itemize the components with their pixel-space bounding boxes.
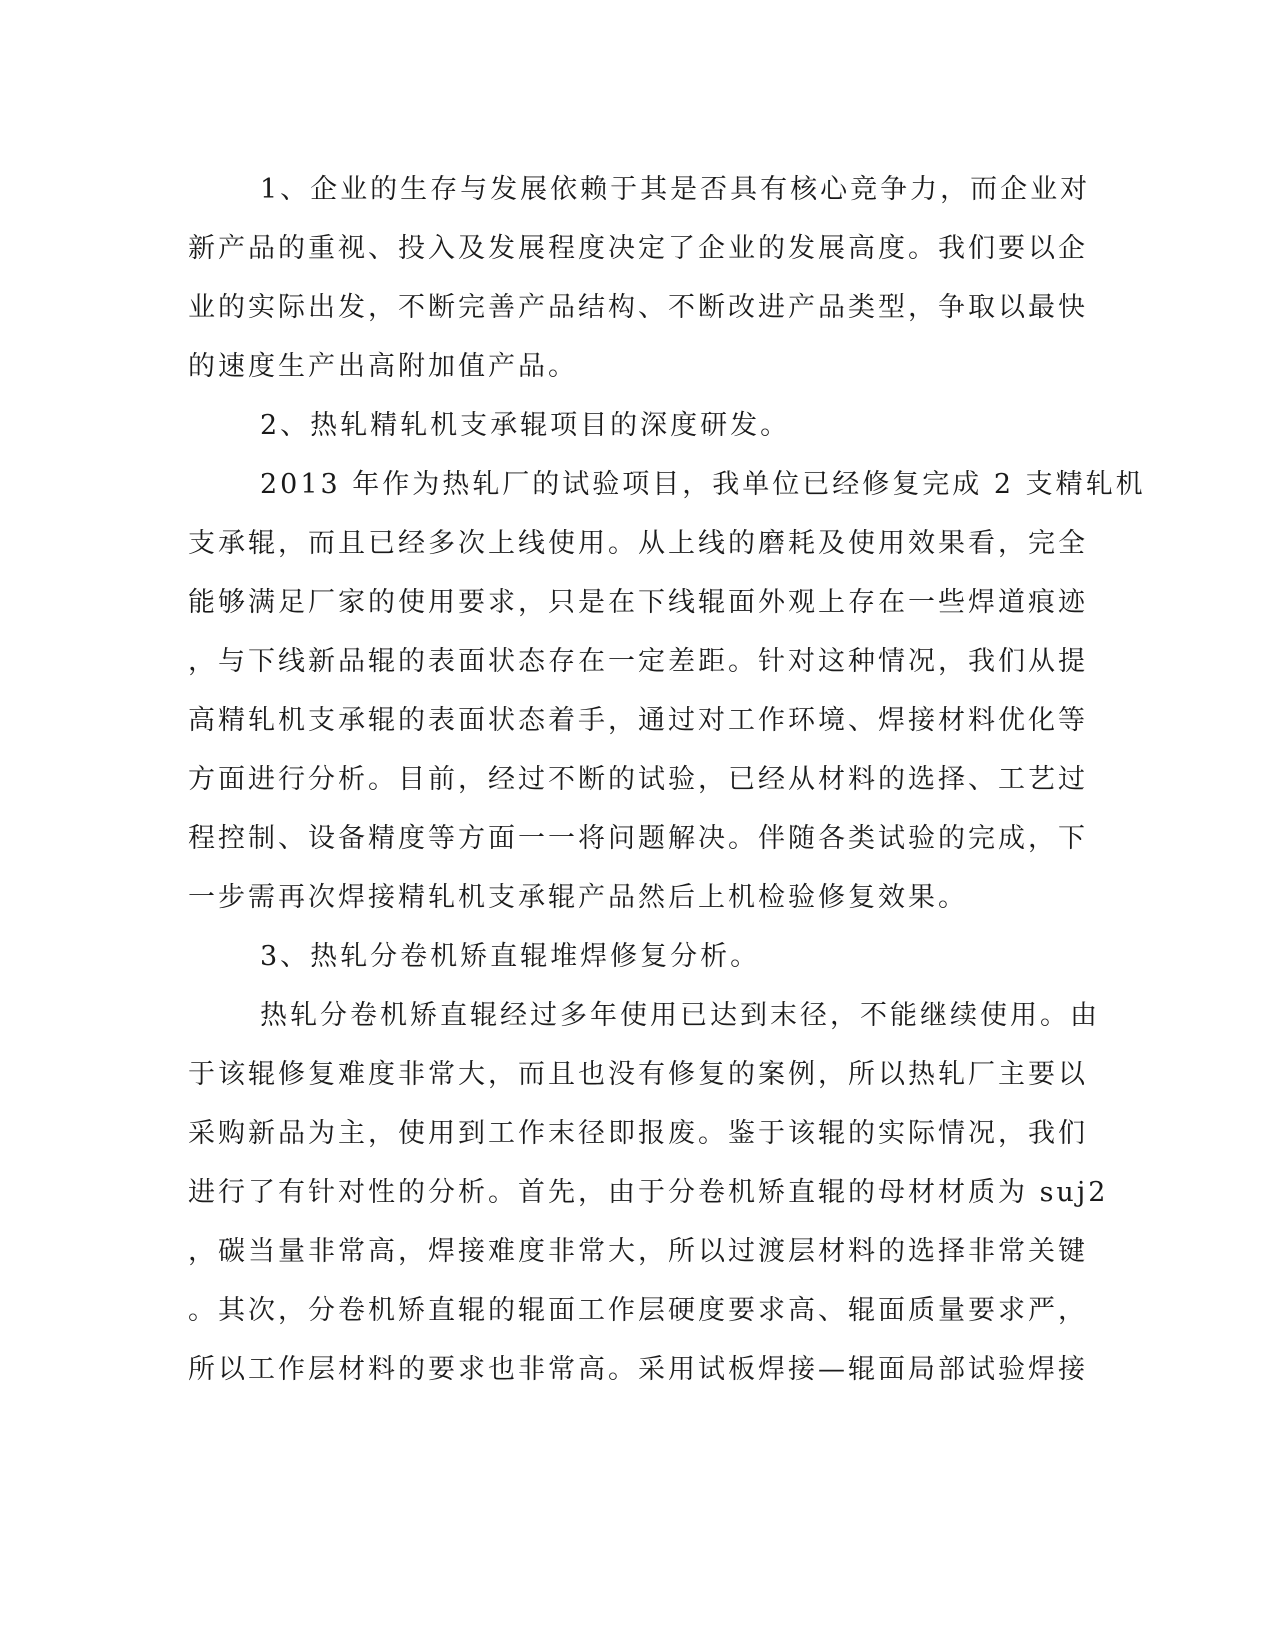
- text-line: 采购新品为主，使用到工作末径即报废。鉴于该辊的实际情况，我们: [188, 1118, 1088, 1149]
- text-line: 一步需再次焊接精轧机支承辊产品然后上机检验修复效果。: [188, 882, 968, 913]
- text-line: 能够满足厂家的使用要求，只是在下线辊面外观上存在一些焊道痕迹: [188, 587, 1088, 618]
- text-line: 1、企业的生存与发展依赖于其是否具有核心竞争力，而企业对: [260, 174, 1091, 205]
- text-line: 进行了有针对性的分析。首先，由于分卷机矫直辊的母材材质为 suj2: [188, 1177, 1109, 1208]
- text-line: 的速度生产出高附加值产品。: [188, 351, 578, 382]
- text-line: 所以工作层材料的要求也非常高。采用试板焊接—辊面局部试验焊接: [188, 1354, 1088, 1385]
- text-line: ，与下线新品辊的表面状态存在一定差距。针对这种情况，我们从提: [188, 646, 1088, 677]
- text-line: 业的实际出发，不断完善产品结构、不断改进产品类型，争取以最快: [188, 292, 1088, 323]
- text-line: 新产品的重视、投入及发展程度决定了企业的发展高度。我们要以企: [188, 233, 1088, 264]
- text-line: 于该辊修复难度非常大，而且也没有修复的案例，所以热轧厂主要以: [188, 1059, 1088, 1090]
- text-line: 程控制、设备精度等方面一一将问题解决。伴随各类试验的完成，下: [188, 823, 1088, 854]
- text-line: 方面进行分析。目前，经过不断的试验，已经从材料的选择、工艺过: [188, 764, 1088, 795]
- body-text: [188, 160, 1146, 1399]
- text-line: 支承辊，而且已经多次上线使用。从上线的磨耗及使用效果看，完全: [188, 528, 1088, 559]
- text-line: 高精轧机支承辊的表面状态着手，通过对工作环境、焊接材料优化等: [188, 705, 1088, 736]
- text-line: ，碳当量非常高，焊接难度非常大，所以过渡层材料的选择非常关键: [188, 1236, 1088, 1267]
- text-line: 2、热轧精轧机支承辊项目的深度研发。: [260, 410, 791, 441]
- text-line: 3、热轧分卷机矫直辊堆焊修复分析。: [260, 941, 761, 972]
- text-line: 热轧分卷机矫直辊经过多年使用已达到末径，不能继续使用。由: [260, 1000, 1100, 1031]
- text-line: 。其次，分卷机矫直辊的辊面工作层硬度要求高、辊面质量要求严，: [188, 1295, 1088, 1326]
- text-line: 2013 年作为热轧厂的试验项目，我单位已经修复完成 2 支精轧机: [260, 469, 1146, 500]
